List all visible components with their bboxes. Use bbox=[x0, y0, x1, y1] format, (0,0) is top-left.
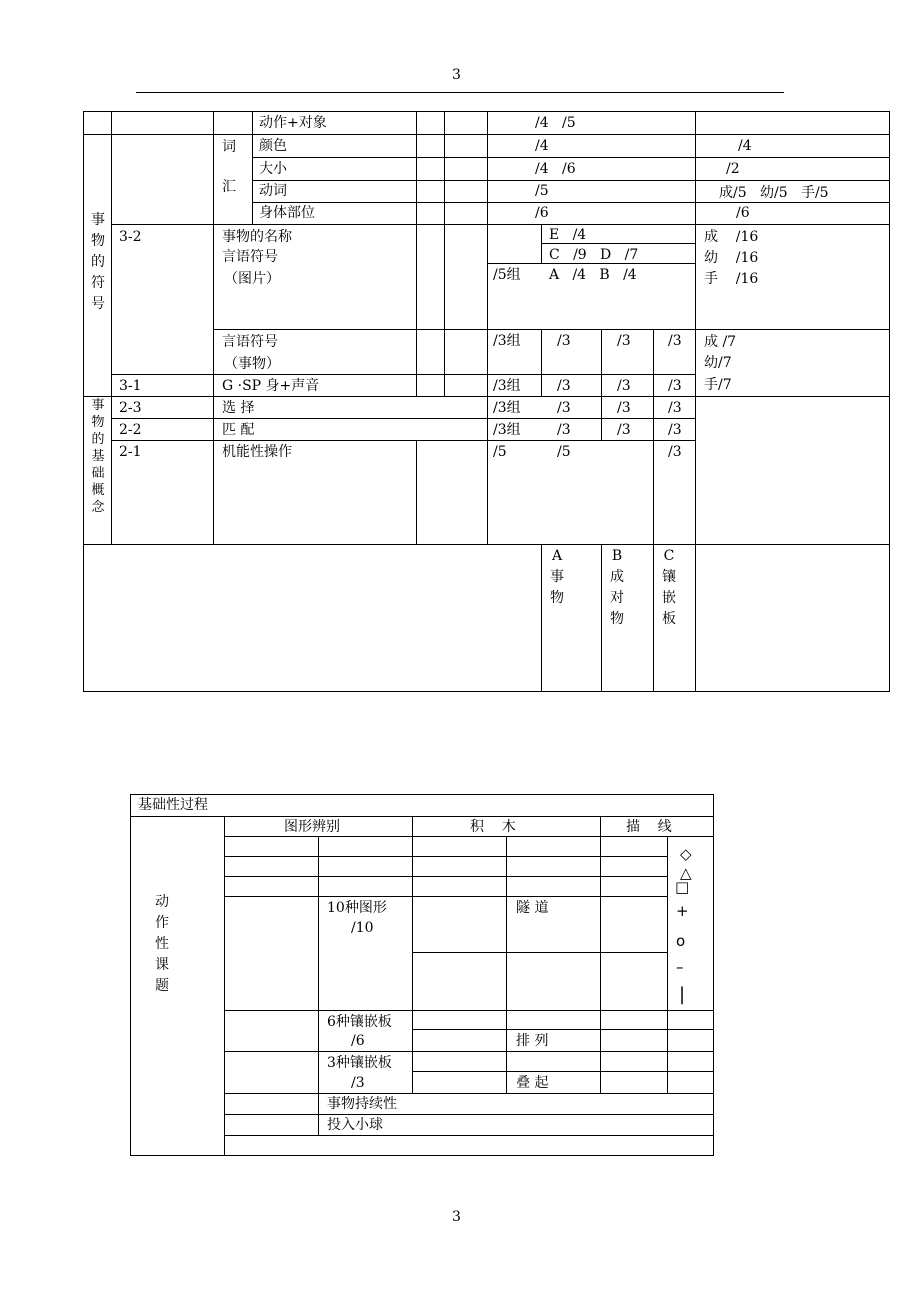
level-2-3: 2-3 bbox=[119, 400, 142, 416]
size-right: /2 bbox=[726, 161, 740, 177]
r22-c: /3 bbox=[668, 422, 682, 438]
shape10-label: 10种图形 bbox=[327, 900, 387, 916]
page-number-bottom: 3 bbox=[452, 1209, 461, 1225]
inlay6-label: 6种镶嵌板 bbox=[327, 1014, 392, 1030]
r32b-c: /3 bbox=[668, 333, 682, 349]
r23-a: /3 bbox=[557, 400, 571, 416]
header-rule bbox=[136, 92, 784, 93]
r22-group: /3组 bbox=[493, 422, 521, 438]
dash-icon: – bbox=[676, 958, 684, 976]
r32b-a: /3 bbox=[557, 333, 571, 349]
r32-line-ab: A /4 B /4 bbox=[549, 267, 637, 283]
color-right: /4 bbox=[738, 138, 752, 154]
level-2-2: 2-2 bbox=[119, 422, 142, 438]
inlay6-score: /6 bbox=[351, 1033, 365, 1049]
size-label: 大小 bbox=[259, 161, 287, 177]
r31-a: /3 bbox=[557, 378, 571, 394]
r22-label: 匹 配 bbox=[222, 422, 255, 438]
vocab-label-2: 汇 bbox=[222, 179, 236, 195]
action-object-label: 动作+对象 bbox=[259, 115, 327, 131]
r22-a: /3 bbox=[557, 422, 571, 438]
r31-group: /3组 bbox=[493, 378, 521, 394]
r21-a: /5 bbox=[557, 444, 571, 460]
r31-c: /3 bbox=[668, 378, 682, 394]
object-permanence-label: 事物持续性 bbox=[327, 1096, 397, 1112]
r32-right-1: 成 /16 bbox=[704, 229, 759, 245]
arrange-label: 排 列 bbox=[516, 1033, 549, 1049]
r31-b: /3 bbox=[617, 378, 631, 394]
action-task-label: 动 作 性 课 题 bbox=[155, 894, 169, 994]
r32-desc-2: 言语符号 bbox=[222, 249, 278, 265]
r31-label: G ·SP 身+声音 bbox=[222, 378, 320, 394]
r32-right-3: 手 /16 bbox=[704, 271, 759, 287]
body-scores: /6 bbox=[535, 205, 549, 221]
r32b-right-2: 幼/7 bbox=[704, 355, 732, 371]
r23-label: 选 择 bbox=[222, 400, 255, 416]
r32-desc-3: （图片） bbox=[224, 271, 280, 287]
square-icon: □ bbox=[675, 878, 690, 896]
triangle-icon: △ bbox=[680, 864, 692, 882]
r32-line-e: E /4 bbox=[549, 227, 587, 243]
header-blocks: 积 木 bbox=[470, 819, 516, 835]
table2-title: 基础性过程 bbox=[138, 797, 208, 813]
level-3-2: 3-2 bbox=[119, 229, 142, 245]
r32-right-2: 幼 /16 bbox=[704, 250, 759, 266]
header-line-tracing: 描 线 bbox=[626, 819, 672, 835]
verb-label: 动词 bbox=[259, 183, 287, 199]
footer-col-c: C 镶 嵌 板 bbox=[662, 548, 676, 627]
r32b-desc-2: （事物） bbox=[224, 356, 280, 372]
header-shape-discrimination: 图形辨别 bbox=[284, 819, 340, 835]
r22-b: /3 bbox=[617, 422, 631, 438]
color-label: 颜色 bbox=[259, 138, 287, 154]
r32-desc-1: 事物的名称 bbox=[222, 229, 292, 245]
r32b-group: /3组 bbox=[493, 333, 521, 349]
body-label: 身体部位 bbox=[259, 205, 315, 221]
r23-c: /3 bbox=[668, 400, 682, 416]
color-scores: /4 bbox=[535, 138, 549, 154]
body-right: /6 bbox=[736, 205, 750, 221]
shape10-score: /10 bbox=[351, 920, 374, 936]
section-concept-label: 事 物 的 基 础 概 念 bbox=[91, 398, 105, 515]
r23-group: /3组 bbox=[493, 400, 521, 416]
r32b-b: /3 bbox=[617, 333, 631, 349]
vocab-label-1: 词 bbox=[222, 139, 236, 155]
r21-group: /5 bbox=[493, 444, 507, 460]
r32-line-cd: C /9 D /7 bbox=[549, 247, 639, 263]
footer-col-b: B 成 对 物 bbox=[610, 548, 624, 627]
inlay3-label: 3种镶嵌板 bbox=[327, 1055, 392, 1071]
diamond-icon: ◇ bbox=[680, 845, 692, 863]
action-object-scores: /4 /5 bbox=[535, 115, 576, 131]
plus-icon: + bbox=[676, 902, 689, 920]
inlay3-score: /3 bbox=[351, 1075, 365, 1091]
r32b-right-1: 成 /7 bbox=[704, 334, 737, 350]
r32-group: /5组 bbox=[493, 267, 521, 283]
page-number-top: 3 bbox=[452, 67, 461, 83]
r32b-desc-1: 言语符号 bbox=[222, 334, 278, 350]
level-3-1: 3-1 bbox=[119, 378, 142, 394]
circle-icon: o bbox=[676, 932, 686, 950]
section-symbol-label: 事 物 的 符 号 bbox=[91, 212, 105, 312]
stack-label: 叠 起 bbox=[516, 1075, 549, 1091]
verb-scores: /5 bbox=[535, 183, 549, 199]
size-scores: /4 /6 bbox=[535, 161, 576, 177]
verb-right: 成/5 幼/5 手/5 bbox=[719, 185, 829, 201]
tunnel-label: 隧 道 bbox=[516, 900, 549, 916]
r21-c: /3 bbox=[668, 444, 682, 460]
r21-label: 机能性操作 bbox=[222, 444, 292, 460]
insert-ball-label: 投入小球 bbox=[327, 1117, 383, 1133]
footer-col-a: A 事 物 bbox=[550, 548, 564, 606]
r23-b: /3 bbox=[617, 400, 631, 416]
level-2-1: 2-1 bbox=[119, 444, 142, 460]
vertical-bar-icon: | bbox=[679, 984, 686, 1005]
r32b-right-3: 手/7 bbox=[704, 377, 732, 393]
